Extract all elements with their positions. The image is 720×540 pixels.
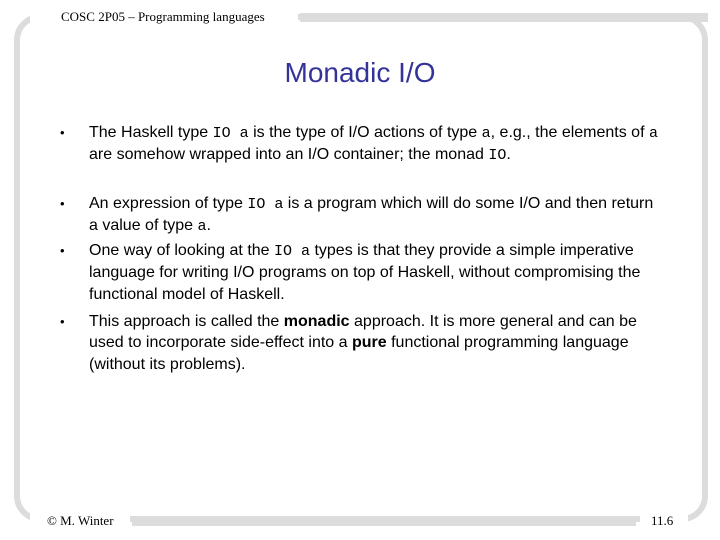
page-number: 11.6	[651, 513, 674, 528]
bullet-marker: •	[60, 243, 65, 258]
bullet-item-4: • This approach is called the monadic approach. It is more general and can be used to incorporate side-effect into a pure functional programming language (without its problems).	[60, 313, 637, 373]
footer-author: © M. Winter	[47, 513, 114, 528]
bullet-item-1: • The Haskell type IO a is the type of I/O actions of type a, e.g., the elements of a are somehow wrapped into an I/O container; the monad IO.	[60, 124, 658, 165]
bullet-marker: •	[60, 314, 65, 329]
bullet-marker: •	[60, 196, 65, 211]
bullet-item-3: • One way of looking at the IO a types is that they provide a simple imperative language for writing I/O programs on top of Haskell, without compromising the functional model of Haskell.	[60, 242, 641, 303]
slide-title: Monadic I/O	[284, 57, 436, 88]
bullet-marker: •	[60, 125, 65, 140]
header-bar	[300, 13, 708, 22]
course-header: COSC 2P05 – Programming languages	[61, 9, 265, 24]
footer-bar	[132, 517, 636, 526]
bullet-item-2: • An expression of type IO a is a program which will do some I/O and then return a value of type a.	[60, 195, 654, 236]
